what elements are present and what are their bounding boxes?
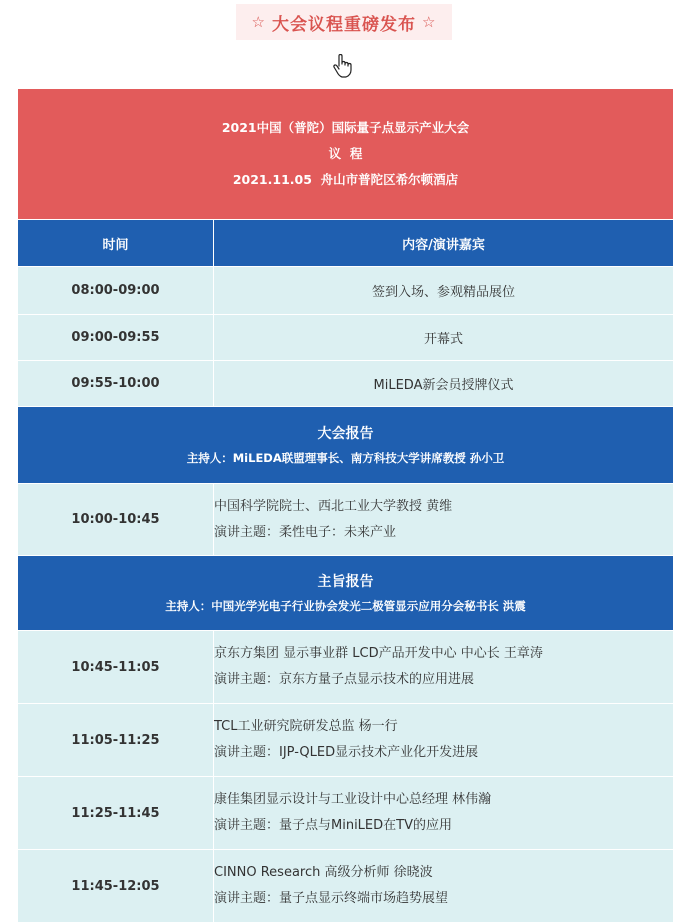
- topic: 演讲主题：IJP-QLED显示技术产业化开发进展: [214, 745, 479, 760]
- table-row: [18, 849, 673, 922]
- speaker: CINNO Research 高级分析师 徐晓波: [214, 865, 433, 880]
- topic: 演讲主题：量子点与MiniLED在TV的应用: [214, 818, 452, 833]
- pointing-hand-icon: [332, 54, 354, 78]
- table-row: [18, 360, 673, 406]
- table-row: [18, 266, 673, 314]
- section-host: 主持人：中国光学光电子行业协会发光二极管显示应用分会秘书长 洪震: [165, 599, 526, 613]
- section-title: 主旨报告: [317, 574, 374, 590]
- row-content: [214, 850, 673, 922]
- table-row: [18, 776, 673, 849]
- banner-title: 大会议程重磅发布: [272, 14, 416, 35]
- header-content: 内容/演讲嘉宾: [402, 237, 485, 253]
- speaker: TCL工业研究院研发总监 杨一行: [214, 719, 398, 734]
- row-text: 开幕式: [423, 332, 463, 347]
- conference-date-venue: 2021.11.05 舟山市普陀区希尔顿酒店: [232, 172, 459, 187]
- announcement-banner: [236, 4, 452, 40]
- topic: 演讲主题：量子点显示终端市场趋势展望: [214, 891, 449, 906]
- row-time: 11:25-11:45: [18, 777, 214, 849]
- row-time: 11:45-12:05: [18, 850, 214, 922]
- row-text: 签到入场、参观精品展位: [371, 285, 515, 300]
- row-content: [214, 484, 673, 555]
- agenda-label: 议 程: [328, 146, 363, 161]
- row-time: 11:05-11:25: [18, 704, 214, 776]
- topic: 演讲主题：柔性电子：未来产业: [214, 524, 397, 540]
- speaker: 康佳集团显示设计与工业设计中心总经理 林伟瀚: [214, 792, 492, 807]
- section-host: 主持人：MiLEDA联盟理事长、南方科技大学讲席教授 孙小卫: [186, 451, 505, 465]
- speaker: 中国科学院院士、西北工业大学教授 黄维: [214, 498, 453, 514]
- agenda-table: [18, 89, 673, 922]
- row-time: 10:00-10:45: [18, 484, 214, 555]
- section-title: 大会报告: [317, 426, 374, 442]
- topic: 演讲主题：京东方量子点显示技术的应用进展: [214, 672, 475, 687]
- table-row: [18, 630, 673, 703]
- section-header: [18, 406, 673, 483]
- star-icon: ☆: [251, 13, 266, 31]
- agenda-title-block: [18, 89, 673, 219]
- row-content: [214, 777, 673, 849]
- row-time: 10:45-11:05: [18, 631, 214, 703]
- table-header: [18, 219, 673, 266]
- table-row: [18, 483, 673, 555]
- row-content: [214, 267, 673, 314]
- row-text: MiLEDA新会员授牌仪式: [373, 378, 514, 393]
- row-content: [214, 631, 673, 703]
- speaker: 京东方集团 显示事业群 LCD产品开发中心 中心长 王章涛: [214, 646, 543, 661]
- row-content: [214, 704, 673, 776]
- row-content: [214, 315, 673, 360]
- star-icon: ☆: [422, 13, 437, 31]
- section-header: [18, 555, 673, 630]
- row-time: 09:00-09:55: [18, 315, 214, 360]
- row-time: 08:00-09:00: [18, 267, 214, 314]
- conference-name: 2021中国（普陀）国际量子点显示产业大会: [221, 120, 470, 135]
- table-row: [18, 703, 673, 776]
- row-time: 09:55-10:00: [18, 361, 214, 406]
- table-row: [18, 314, 673, 360]
- header-time: 时间: [18, 220, 214, 266]
- row-content: [214, 361, 673, 406]
